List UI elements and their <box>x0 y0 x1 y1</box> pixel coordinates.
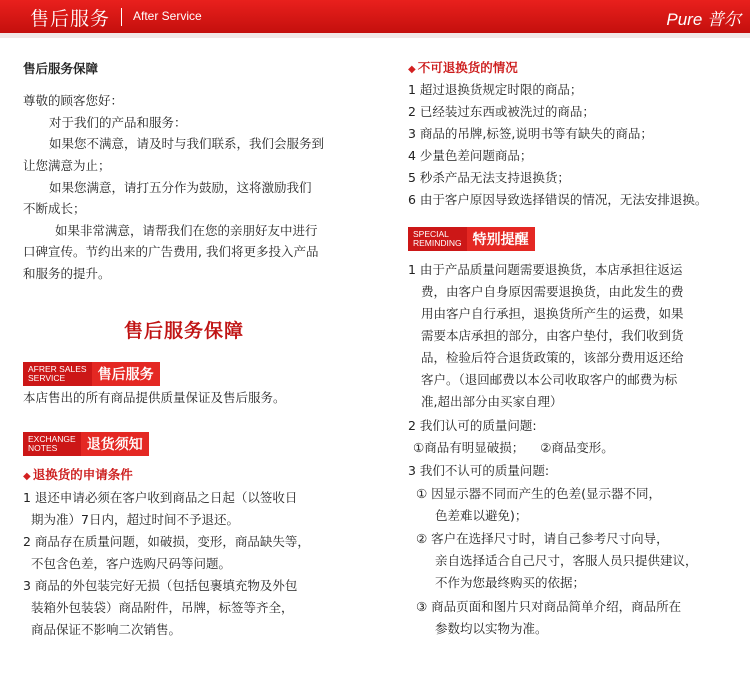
header-bar <box>0 0 750 33</box>
reminder-line: 准,超出部分由买家自理） <box>421 394 563 409</box>
badge-en-line: AFRER SALES <box>28 364 87 374</box>
header-divider <box>121 8 122 26</box>
condition-line: 2 商品存在质量问题，如破损，变形，商品缺失等， <box>23 534 310 549</box>
diamond-bullet-icon: ◆ <box>23 471 31 482</box>
no-return-line: 6 由于客户原因导致选择错误的情况，无法安排退换。 <box>408 192 708 207</box>
condition-line: 3 商品的外包装完好无损（包括包裹填充物及外包 <box>23 578 298 593</box>
reminder-line: ① 因显示器不同而产生的色差(显示器不同， <box>416 486 662 501</box>
badge-en-line: SERVICE <box>28 373 66 383</box>
reminder-line: 客户。（退回邮费以本公司收取客户的邮费为标 <box>421 372 678 387</box>
badge-en-line: SPECIAL <box>413 229 449 239</box>
reminder-line: 参数均以实物为准。 <box>435 621 548 636</box>
no-return-line: 3 商品的吊牌,标签,说明书等有缺失的商品； <box>408 126 653 141</box>
service-guarantee-title: 售后服务保障 <box>124 320 245 342</box>
no-return-title: ◆ 不可退换货的情况 <box>408 60 518 75</box>
reminder-line: 2 我们认可的质量问题: <box>408 418 537 433</box>
condition-line: 不包含色差，客户选购尺码等问题。 <box>31 556 232 571</box>
reminder-line: ② 客户在选择尺寸时，请自己参考尺寸向导， <box>416 531 669 546</box>
intro-line: 对于我们的产品和服务： <box>49 115 187 130</box>
after-sales-badge <box>23 362 160 386</box>
badge-label: 特别提醒 <box>467 227 535 251</box>
brand-logo: Pure 普尔 <box>666 10 741 29</box>
reminder-line: 3 我们不认可的质量问题: <box>408 463 550 478</box>
reminder-line: 需要本店承担的部分，由客户垫付，我们收到货 <box>421 328 684 343</box>
service-text: 本店售出的所有商品提供质量保证及售后服务。 <box>23 390 286 405</box>
reminder-line: 不作为您最终购买的依据； <box>435 575 586 590</box>
reminder-line: ③ 商品页面和图片只对商品简单介绍，商品所在 <box>416 599 682 614</box>
badge-en-line: EXCHANGE <box>28 434 76 444</box>
intro-line: 如果您满意，请打五分作为鼓励，这将激励我们 <box>49 180 312 195</box>
intro-line: 和服务的提升。 <box>23 266 111 281</box>
reminder-line: ①商品有明显破损； ②商品变形。 <box>413 440 614 455</box>
section-heading: 售后服务保障 <box>23 61 99 76</box>
condition-line: 商品保证不影响二次销售。 <box>31 622 182 637</box>
condition-line: 1 退还申请必须在客户收到商品之日起（以签收日 <box>23 490 298 505</box>
header-subtitle: After Service <box>133 9 202 23</box>
badge-label: 退货须知 <box>81 432 149 456</box>
diamond-bullet-icon: ◆ <box>408 64 416 75</box>
special-reminding-badge <box>408 227 535 251</box>
condition-line: 期为准）7日内，超过时间不予退还。 <box>31 512 239 527</box>
badge-en-line: REMINDING <box>413 238 462 248</box>
no-return-line: 2 已经装过东西或被洗过的商品； <box>408 104 595 119</box>
intro-line: 不断成长； <box>23 201 86 216</box>
reminder-line: 用由客户自行承担，退换货所产生的运费，如果 <box>421 306 684 321</box>
reminder-line: 1 由于产品质量问题需要退换货，本店承担往返运 <box>408 262 683 277</box>
conditions-title: ◆ 退换货的申请条件 <box>23 467 133 482</box>
reminder-line: 亲自选择适合自己尺寸，客服人员只提供建议， <box>435 553 698 568</box>
no-return-line: 5 秒杀产品无法支持退换货； <box>408 170 570 185</box>
reminder-line: 费，由客户自身原因需要退换货，由此发生的费 <box>421 284 684 299</box>
header-shadow <box>0 33 750 38</box>
header-title: 售后服务 <box>30 8 111 30</box>
intro-line: 如果您不满意，请及时与我们联系，我们会服务到 <box>49 136 325 151</box>
intro-line: 如果非常满意，请帮我们在您的亲朋好友中进行 <box>55 223 318 238</box>
reminder-line: 品，检验后符合退货政策的，该部分费用返还给 <box>421 350 684 365</box>
no-return-line: 1 超过退换货规定时限的商品； <box>408 82 583 97</box>
badge-label: 售后服务 <box>92 362 160 386</box>
greeting: 尊敬的顾客您好： <box>23 93 124 108</box>
no-return-line: 4 少量色差问题商品； <box>408 148 533 163</box>
badge-en-line: NOTES <box>28 443 58 453</box>
exchange-notes-badge <box>23 432 149 456</box>
condition-line: 装箱外包装袋）商品附件，吊牌，标签等齐全， <box>31 600 294 615</box>
intro-line: 让您满意为止； <box>23 158 111 173</box>
reminder-line: 色差难以避免)； <box>435 508 528 523</box>
intro-line: 口碑宣传。节约出来的广告费用, 我们将更多投入产品 <box>23 244 319 259</box>
